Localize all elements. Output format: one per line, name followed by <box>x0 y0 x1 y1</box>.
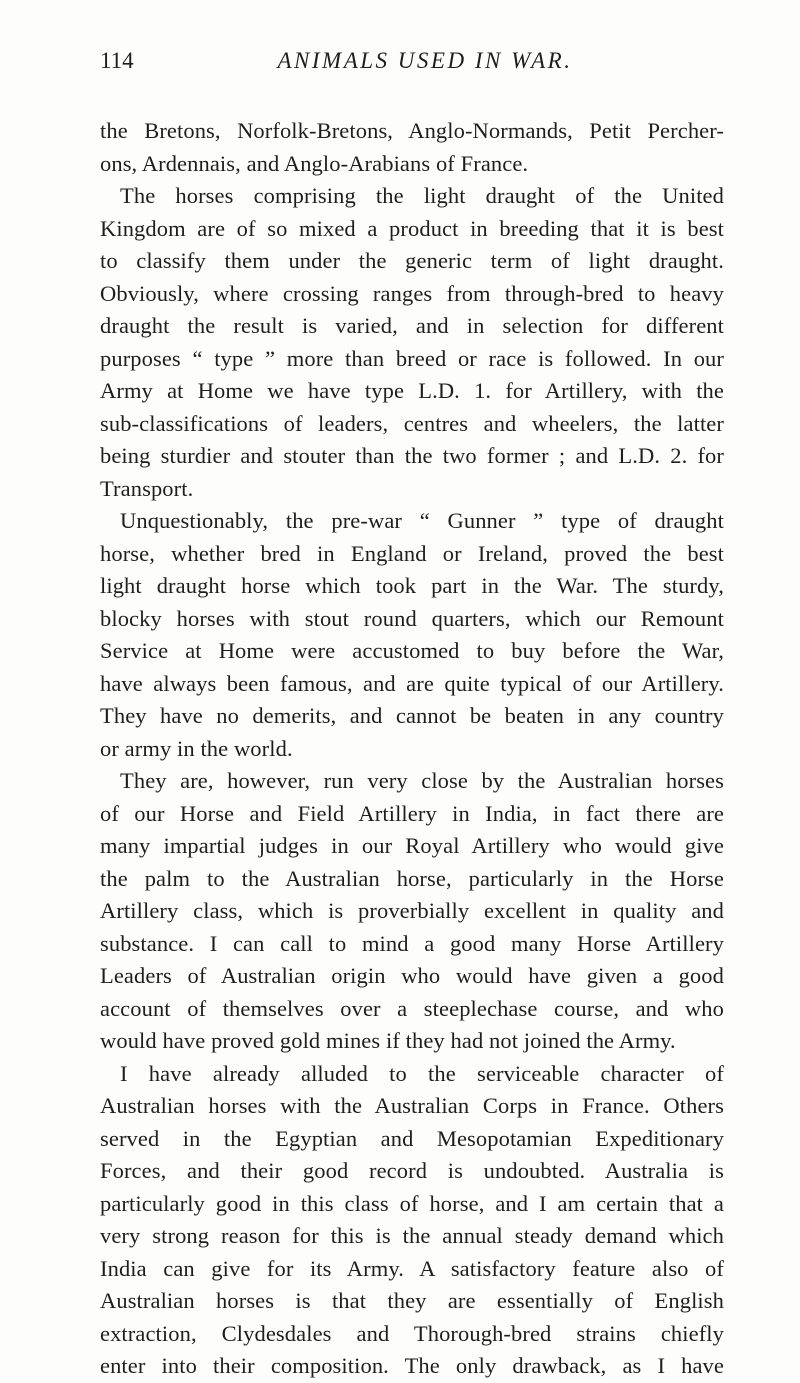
page-number: 114 <box>100 48 134 73</box>
text-line: ons, Ardennais, and Anglo-Arabians of France. <box>100 150 529 176</box>
text-line: They are, however, run very close by the Australian horses <box>120 768 724 793</box>
text-line: served in the Egyptian and Mesopotamian Expeditionary <box>100 1125 724 1151</box>
text-line: substance. I can call to mind a good many Horse Artillery <box>100 930 724 956</box>
text-line: India can give for its Army. A satisfactory feature also of <box>100 1255 724 1281</box>
text-line: very strong reason for this is the annual steady demand which <box>100 1223 724 1248</box>
text-line: many impartial judges in our Royal Artillery who would give <box>100 833 724 858</box>
text-line: blocky horses with stout round quarters, which our Remount <box>100 605 724 631</box>
text-line: or army in the world. <box>100 735 293 761</box>
text-line: the palm to the Australian horse, particularly in the Horse <box>100 865 724 891</box>
text-line: Unquestionably, the pre-war “ Gunner ” type of draught <box>120 508 724 533</box>
text-line: Australian horses with the Australian Corps in France. Others <box>100 1093 724 1118</box>
text-line: extraction, Clydesdales and Thorough-bred strains chiefly <box>100 1320 724 1346</box>
text-line: Leaders of Australian origin who would have given a good <box>100 963 724 988</box>
text-line: Australian horses is that they are essentially of English <box>100 1288 724 1313</box>
body-text <box>100 115 724 1383</box>
text-line: the Bretons, Norfolk-Bretons, Anglo-Normands, Petit Percher- <box>100 118 724 143</box>
text-line: to classify them under the generic term of light draught. <box>100 248 724 273</box>
text-line: being sturdier and stouter than the two former ; and L.D. 2. for <box>100 443 724 468</box>
text-line: draught the result is varied, and in selection for different <box>100 313 724 338</box>
text-line: Service at Home were accustomed to buy before the War, <box>100 638 724 663</box>
text-line: have always been famous, and are quite typical of our Artillery. <box>100 670 724 696</box>
text-line: The horses comprising the light draught of the United <box>120 183 724 208</box>
text-line: Army at Home we have type L.D. 1. for Artillery, with the <box>100 378 724 403</box>
text-line: Artillery class, which is proverbially excellent in quality and <box>100 898 724 923</box>
text-line: I have already alluded to the serviceable character of <box>120 1060 724 1086</box>
text-line: Kingdom are of so mixed a product in breeding that it is best <box>100 215 724 241</box>
text-line: horse, whether bred in England or Ireland, proved the best <box>100 540 724 566</box>
text-line: of our Horse and Field Artillery in India, in fact there are <box>100 800 724 826</box>
text-line: They have no demerits, and cannot be beaten in any country <box>100 703 724 728</box>
text-line: would have proved gold mines if they had not joined the Army. <box>100 1028 676 1053</box>
text-line: account of themselves over a steeplechase course, and who <box>100 995 724 1021</box>
text-line: enter into their composition. The only drawback, as I have <box>100 1353 724 1378</box>
text-line: particularly good in this class of horse, and I am certain that a <box>100 1190 724 1216</box>
text-line: purposes “ type ” more than breed or race is followed. In our <box>100 345 724 371</box>
text-line: Obviously, where crossing ranges from through-bred to heavy <box>100 280 724 306</box>
running-title: ANIMALS USED IN WAR. <box>277 48 573 73</box>
running-head <box>100 48 720 80</box>
text-line: sub-classifications of leaders, centres and wheelers, the latter <box>100 410 724 436</box>
text-line: Forces, and their good record is undoubted. Australia is <box>100 1158 724 1183</box>
text-line: light draught horse which took part in the War. The sturdy, <box>100 573 724 598</box>
text-line: Transport. <box>100 475 194 501</box>
